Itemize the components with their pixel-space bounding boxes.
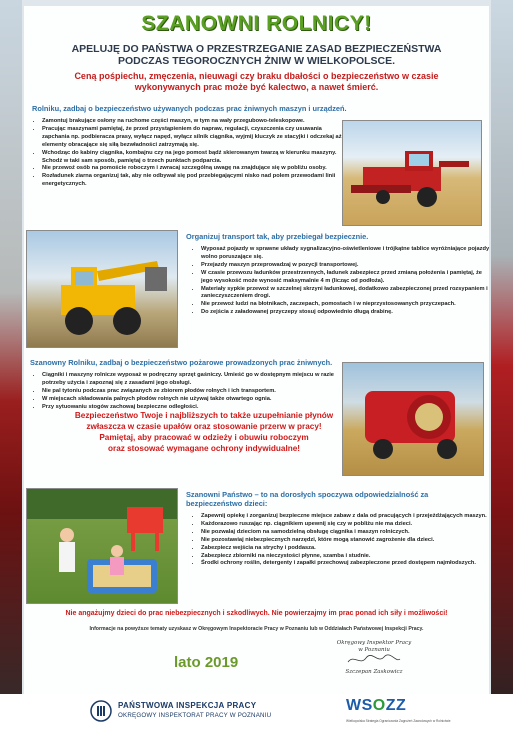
hydration-line: Bezpieczeństwo Twoje i najbliższych to także uzupełnianie płynów <box>74 411 334 420</box>
list-item: • Przy sytuowaniu stogów zachowaj bezpieczne odległości. <box>42 404 342 412</box>
poster-intro: Ceną pośpiechu, zmęczenia, nieuwagi czy braku dbałości o bezpieczeństwo w czasie wykonywanych prac może być kalectwo, a nawet śmierć. <box>74 71 439 92</box>
poster-title: SZANOWNI ROLNICY! <box>141 12 372 35</box>
poster-panel <box>24 6 489 694</box>
machines-heading: Rolniku, zadbaj o bezpieczeństwo używanych podczas prac żniwnych maszyn i urządzeń. <box>32 104 347 113</box>
season-label: lato 2019 <box>174 654 239 671</box>
list-item: • Nie przewoź osób na pomoście roboczym i zwracaj szczególną uwagę na znajdujące się w pobliżu osoby. <box>42 165 342 173</box>
fire-heading: Szanowny Rolniku, zadbaj o bezpieczeństwo pożarowe prowadzonych prac żniwnych. <box>30 358 333 367</box>
list-item: • Każdorazowo ruszając np. ciągnikiem upewnij się czy w pobliżu nie ma dzieci. <box>201 521 493 529</box>
list-item: • Zabezpiecz zbiorniki na nieczystości płynne, szamba i studnie. <box>201 553 493 561</box>
list-item: • Nie pozostawiaj niebezpiecznych narzędzi, które mogą stanowić zagrożenie dla dzieci. <box>201 537 493 545</box>
children-heading: Szanowni Państwo – to na dorosłych spoczywa odpowiedzialność za bezpieczeństwo dzieci: <box>186 490 429 508</box>
transport-heading: Organizuj transport tak, aby przebiegał bezpiecznie. <box>186 232 369 241</box>
hydration-line: Pamiętaj, aby pracować w odzieży i obuwiu roboczym <box>99 433 309 442</box>
hydration-line: oraz stosować wymagane ochrony indywidualne! <box>108 444 300 453</box>
list-item: • Środki ochrony roślin, detergenty i zapałki przechowuj zabezpieczone przed dostępem najmłodszych. <box>201 560 493 568</box>
signature-line: Okręgowy Inspektor Pracy <box>336 640 412 646</box>
background-right-edge <box>491 0 513 731</box>
list-item: • Zapewnij opiekę i zorganizuj bezpieczne miejsce zabaw z dala od pracujących i przejeżdżających maszyn. <box>201 513 493 521</box>
list-item: • Zabezpiecz wejścia na strychy i poddasza. <box>201 545 493 553</box>
pip-name: PAŃSTWOWA INSPEKCJA PRACY <box>118 701 257 710</box>
children-playing-photo <box>26 488 178 604</box>
list-item: • Rozładunek ziarna organizuj tak, aby nie odbywał się pod przebiegającymi nisko nad polem przewodami linii energetycznych. <box>42 173 342 189</box>
signature-line: w Poznaniu <box>358 647 390 653</box>
list-item: • Pracując maszynami pamiętaj, że przed przystąpieniem do napraw, regulacji, czyszczenia czy usuwania zapchania np. podbieracza prasy, wyłącz napęd, wyłącz silnik ciągnika, wyjmij kluczyk ze stacyjki i odczekaj aż elementy obracające się siłą bezwładności zatrzymają się. <box>42 126 342 150</box>
list-item: • Nie pal tytoniu podczas prac związanych ze zbiorem płodów rolnych i ich transportem. <box>42 388 342 396</box>
list-item: • W miejscach składowania palnych płodów rolnych nie używaj także otwartego ognia. <box>42 396 342 404</box>
handwritten-signature <box>344 654 404 666</box>
combine-harvester-photo <box>342 120 482 226</box>
list-item: • Przejazdy maszyn przeprowadzaj w pozycji transportowej. <box>201 262 493 270</box>
child-labour-warning: Nie angażujmy dzieci do prac niebezpiecznych i szkodliwych. Nie powierzajmy im prac ponad ich siły i możliwości! <box>65 610 448 617</box>
pip-subtitle: OKRĘGOWY INSPEKTORAT PRACY W POZNANIU <box>118 712 272 719</box>
hydration-message <box>69 410 339 454</box>
hydration-line: zwłaszcza w czasie upałów oraz stosowanie przerw w pracy! <box>86 422 322 431</box>
list-item: • Nie pozwalaj dzieciom na samodzielną obsługę ciągnika i maszyn rolniczych. <box>201 529 493 537</box>
list-item: • Ciągniki i maszyny rolnicze wyposaż w podręczny sprzęt gaśniczy. Umieść go w dostępnym miejscu w razie potrzeby użycia i zapoznaj się z zasadami jego obsługi. <box>42 372 342 388</box>
list-item: • Wyposaż pojazdy w sprawne układy sygnalizacyjno-oświetleniowe i trójkątne tablice wyróżniające pojazdy wolno poruszające się. <box>201 246 493 262</box>
background-left-edge <box>0 0 22 731</box>
list-item: • Wchodząc do kabiny ciągnika, kombajnu czy na jego pomost bądź skierowanym twarzą w kierunku maszyny. Schodź w taki sam sposób, pamiętaj o trzech punktach podparcia. <box>42 150 342 166</box>
transport-list <box>189 246 493 317</box>
poster-subtitle: APELUJĘ DO PAŃSTWA O PRZESTRZEGANIE ZASAD BEZPIECZEŃSTWA PODCZAS TEGOROCZNYCH ŻNIW W WIELKOPOLSCE. <box>71 43 442 67</box>
baler-photo <box>342 362 484 476</box>
wsozz-logo: WSOZZ <box>346 697 407 714</box>
telehandler-photo <box>26 230 178 348</box>
signature-block <box>329 640 419 676</box>
list-item: • Nie przewoź ludzi na błotnikach, zaczepach, pomostach i w nieprzystosowanych przyczepach. <box>201 301 493 309</box>
footer-logos <box>0 694 513 731</box>
children-list <box>189 513 493 568</box>
info-line: Informacje na powyższe tematy uzyskasz w Okręgowym Inspektoracie Pracy w Poznaniu lub w Oddziałach Państwowej Inspekcji Pracy. <box>89 626 424 632</box>
pip-logo-icon <box>90 700 112 722</box>
wsozz-subtitle: Wielkopolska Strategia Ograniczania Zagrożeń Zawodowych w Rolnictwie <box>346 719 451 723</box>
list-item: • W czasie przewozu ładunków przestrzennych, ładunek zabezpiecz przed zmianą położenia i pamiętaj, że jego wysokość może wynosić maksymalnie 4 m (licząc od podłoża). <box>201 270 493 286</box>
signature-line: Szczepan Zaskowicz <box>345 669 403 675</box>
list-item: • Materiały sypkie przewoź w szczelnej skrzyni ładunkowej, dodatkowo zabezpieczonej przed rozsypaniem i zanieczyszczeniem drogi. <box>201 286 493 302</box>
fire-list <box>30 372 342 412</box>
list-item: • Do zejścia z załadowanej przyczepy stosuj odpowiednio długą drabinę. <box>201 309 493 317</box>
list-item: • Zamontuj brakujące osłony na ruchome części maszyn, w tym na wały przegubowo-teleskopowe. <box>42 118 342 126</box>
machines-list <box>30 118 342 189</box>
